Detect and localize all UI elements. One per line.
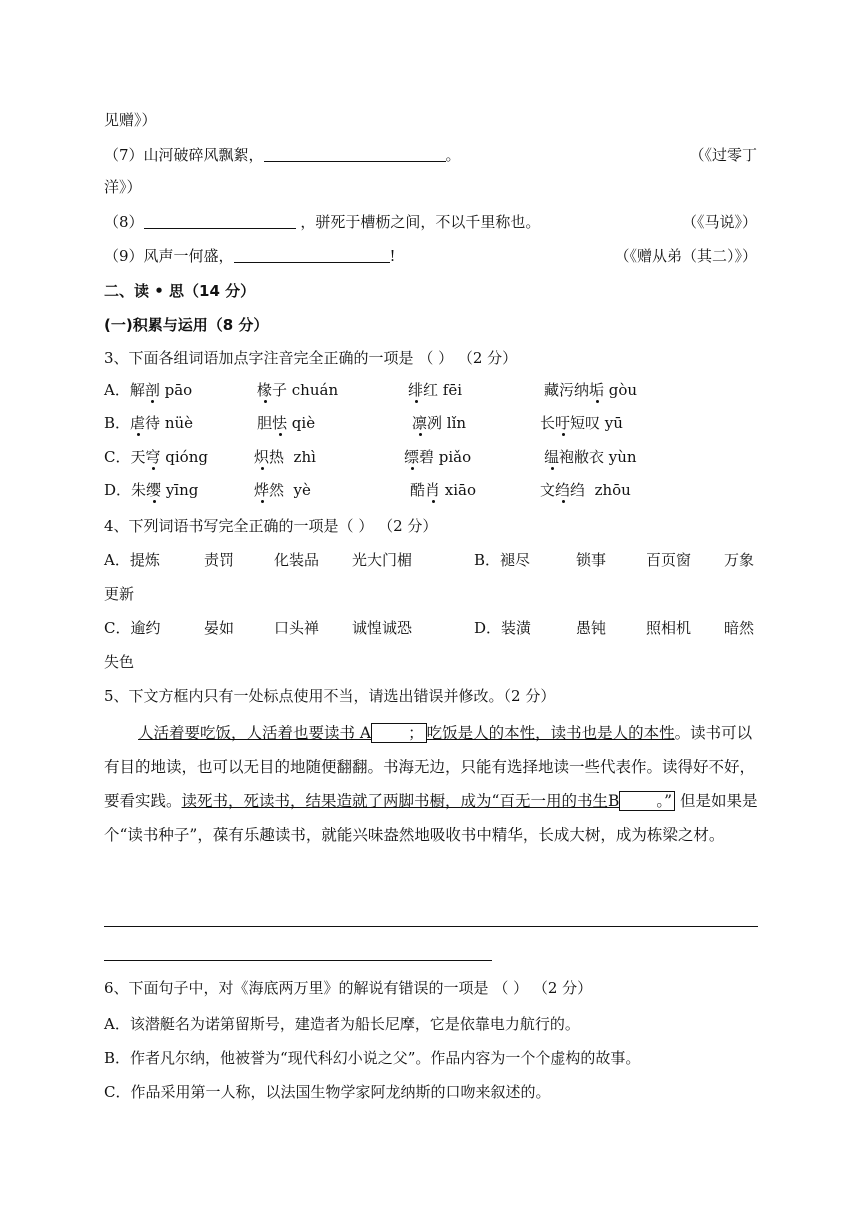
q8-answer-blank[interactable] [144,213,296,229]
passage-underlined-1: 人活着要吃饭，人活着也要读书 A [138,724,372,742]
q9-text: （9）风声一何盛， [104,247,234,265]
q4-stem: 4、下列词语书写完全正确的一项是（ ） （2 分） [104,517,438,535]
q7-answer-blank[interactable] [264,146,446,162]
line-continuation: 见赠》） [104,111,157,129]
q4-d-2: 愚钝 [576,619,607,637]
passage-text-2: 但是如果是个“读书种子”，葆有乐趣读书，就能兴味盎然地吸收书中精华，长成大树，成为栋梁之材。 [104,792,758,844]
q5-passage [104,716,758,852]
q6-option-c[interactable]: C．作品采用第一人称，以法国生物学家阿龙纳斯的口吻来叙述的。 [104,1083,551,1101]
punctuation-box-b[interactable]: 。” [619,791,675,811]
q3-option-a-1[interactable]: A．解剖 pāo [104,381,193,399]
passage-underlined-3: 读死书，死读书，结果造就了两脚书橱，成为“百无一用的书生 [181,792,608,810]
q4-b-4-cont: 更新 [104,585,135,603]
q4-d-1[interactable]: D．装潢 [474,619,532,637]
q3-option-a-3: 绯红 fēi [408,381,463,399]
q4-a-3: 化装品 [274,551,320,569]
subsection-heading: (一)积累与运用（8 分） [104,316,269,334]
punctuation-box-a[interactable]: ； [371,723,427,743]
q3-option-d-3: 酷肖 xiāo [410,481,477,499]
q4-d-3: 照相机 [646,619,692,637]
q4-b-3: 百页窗 [646,551,692,569]
q6-option-a[interactable]: A．该潜艇名为诺第留斯号，建造者为船长尼摩，它是依靠电力航行的。 [104,1015,580,1033]
q9-source: （《赠从弟（其二）》） [614,247,757,265]
q9-end: ! [389,247,396,265]
q8-number: （8） [104,213,144,231]
q3-option-a-4: 藏污纳垢 gòu [544,381,638,399]
q3-option-a-2: 椽子 chuán [257,381,339,399]
q7-end: 。 [445,146,461,164]
q4-b-2: 锁事 [576,551,607,569]
q3-option-c-4: 缊袍敝衣 yùn [544,448,637,466]
q4-b-1[interactable]: B．褪尽 [474,551,531,569]
q7-source: （《过零丁 [689,146,757,164]
q7-text: （7）山河破碎风飘絮， [104,146,264,164]
q4-a-2: 责罚 [204,551,235,569]
question-7 [104,145,461,165]
q3-option-c-1[interactable]: C．天穹 qióng [104,448,208,466]
q6-option-b[interactable]: B．作者凡尔纳，他被誉为“现代科幻小说之父”。作品内容为一个个虚构的故事。 [104,1049,641,1067]
q4-b-4: 万象 [724,551,755,569]
q3-option-b-2: 胆怯 qiè [257,414,316,432]
answer-line-2[interactable] [104,960,492,961]
question-9 [104,246,396,266]
q3-option-c-2: 炽热 zhì [254,448,316,466]
q3-option-d-4: 文绉绉 zhōu [540,481,631,499]
q4-c-4: 诚惶诚恐 [352,619,413,637]
q4-a-1[interactable]: A．提炼 [104,551,160,569]
q4-c-3: 口头禅 [274,619,320,637]
q3-option-c-3: 缥碧 piǎo [404,448,472,466]
passage-underlined-2: 吃饭是人的本性，读书也是人的本性 [426,724,675,742]
q4-d-4: 暗然 [724,619,755,637]
q4-c-1[interactable]: C．逾约 [104,619,161,637]
q3-option-d-2: 烨然 yè [254,481,311,499]
q3-stem: 3、下面各组词语加点字注音完全正确的一项是 （ ） （2 分） [104,349,518,367]
passage-text-1: 。读书可以有目的地读，也可以无目的地随便翻翻。书海无边，只能有选择地读一些代表作。读得好不好，要看实践。 [104,724,756,810]
q5-stem: 5、下文方框内只有一处标点使用不当，请选出错误并修改。（2 分） [104,687,556,705]
q3-option-d-1[interactable]: D．朱缨 yīng [104,481,199,499]
q6-stem: 6、下面句子中，对《海底两万里》的解说有错误的一项是 （ ） （2 分） [104,979,593,997]
passage-underlined-4: B [607,792,620,810]
q4-a-4: 光大门楣 [352,551,413,569]
q3-option-b-3: 凛冽 lǐn [412,414,467,432]
answer-line-1[interactable] [104,926,758,927]
q3-option-b-1[interactable]: B．虐待 nüè [104,414,194,432]
q8-text: ，骈死于槽枥之间，不以千里称也。 [300,213,541,231]
q3-option-b-4: 长吁短叹 yū [540,414,623,432]
q4-c-2: 晏如 [204,619,235,637]
q4-d-4-cont: 失色 [104,653,135,671]
q7-source-cont: 洋》） [104,178,142,196]
q8-source: （《马说》） [681,213,757,231]
section-2-heading: 二、读 • 思（14 分） [104,282,256,300]
question-8 [104,212,540,232]
q9-answer-blank[interactable] [234,247,390,263]
